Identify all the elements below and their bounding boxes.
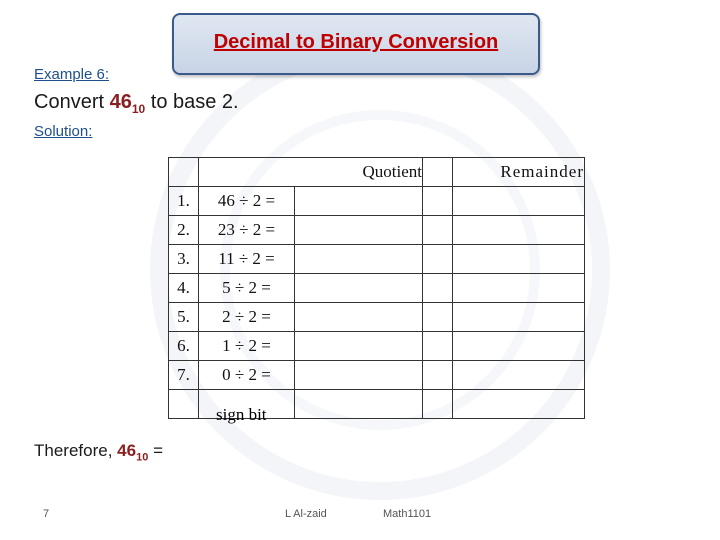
therefore-prefix: Therefore, [34, 441, 113, 460]
step-number: 6. [169, 332, 199, 361]
quotient-cell [295, 216, 423, 245]
table-row [169, 216, 585, 245]
step-expression: 46 ÷ 2 = [199, 187, 295, 216]
therefore-base: 10 [136, 451, 149, 464]
footer-author: L Al-zaid [285, 508, 327, 520]
gap-cell [423, 216, 453, 245]
sign-quotient-cell [295, 390, 423, 419]
gap-cell [423, 274, 453, 303]
step-expression: 23 ÷ 2 = [199, 216, 295, 245]
problem-prefix: Convert [34, 91, 105, 113]
step-expression: 1 ÷ 2 = [199, 332, 295, 361]
table-row [169, 245, 585, 274]
step-number: 4. [169, 274, 199, 303]
remainder-cell [453, 187, 585, 216]
step-expression: 11 ÷ 2 = [199, 245, 295, 274]
step-number: 1. [169, 187, 199, 216]
page-number: 7 [43, 508, 50, 520]
table-row [169, 361, 585, 390]
problem-suffix: to base 2. [150, 91, 239, 113]
step-number: 3. [169, 245, 199, 274]
step-number: 7. [169, 361, 199, 390]
step-number: 2. [169, 216, 199, 245]
table-row [169, 274, 585, 303]
quotient-cell [295, 303, 423, 332]
step-number: 5. [169, 303, 199, 332]
example-label: Example 6: [34, 66, 110, 83]
step-expression: 5 ÷ 2 = [199, 274, 295, 303]
gap-cell [423, 303, 453, 332]
gap-cell [423, 332, 453, 361]
sign-gap-cell [423, 390, 453, 419]
quotient-cell [295, 361, 423, 390]
sign-bit-label: sign bit [216, 405, 267, 424]
problem-statement [34, 91, 239, 116]
remainder-cell [453, 245, 585, 274]
step-expression: 0 ÷ 2 = [199, 361, 295, 390]
header-remainder: Remainder [453, 158, 585, 187]
remainder-cell [453, 216, 585, 245]
header-gap [423, 158, 453, 187]
title-box [172, 13, 540, 75]
problem-base: 10 [131, 102, 146, 116]
quotient-cell [295, 245, 423, 274]
quotient-cell [295, 187, 423, 216]
sign-number-cell [169, 390, 199, 419]
gap-cell [423, 361, 453, 390]
footer-course: Math1101 [383, 508, 432, 520]
table-header-row [169, 158, 585, 187]
gap-cell [423, 187, 453, 216]
remainder-cell [453, 303, 585, 332]
gap-cell [423, 245, 453, 274]
table-row [169, 187, 585, 216]
slide-title: Decimal to Binary Conversion [213, 31, 499, 53]
quotient-cell [295, 332, 423, 361]
conversion-table [168, 157, 585, 419]
remainder-cell [453, 332, 585, 361]
header-empty-cell [169, 158, 199, 187]
header-quotient: Quotient [199, 158, 423, 187]
step-expression: 2 ÷ 2 = [199, 303, 295, 332]
remainder-cell [453, 361, 585, 390]
therefore-statement [34, 441, 163, 463]
table-row [169, 332, 585, 361]
therefore-equals: = [153, 441, 164, 460]
table-row [169, 303, 585, 332]
remainder-cell [453, 274, 585, 303]
sign-remainder-cell [453, 390, 585, 419]
problem-number: 46 [109, 91, 132, 113]
quotient-cell [295, 274, 423, 303]
solution-label: Solution: [34, 123, 93, 140]
therefore-number: 46 [117, 441, 137, 460]
